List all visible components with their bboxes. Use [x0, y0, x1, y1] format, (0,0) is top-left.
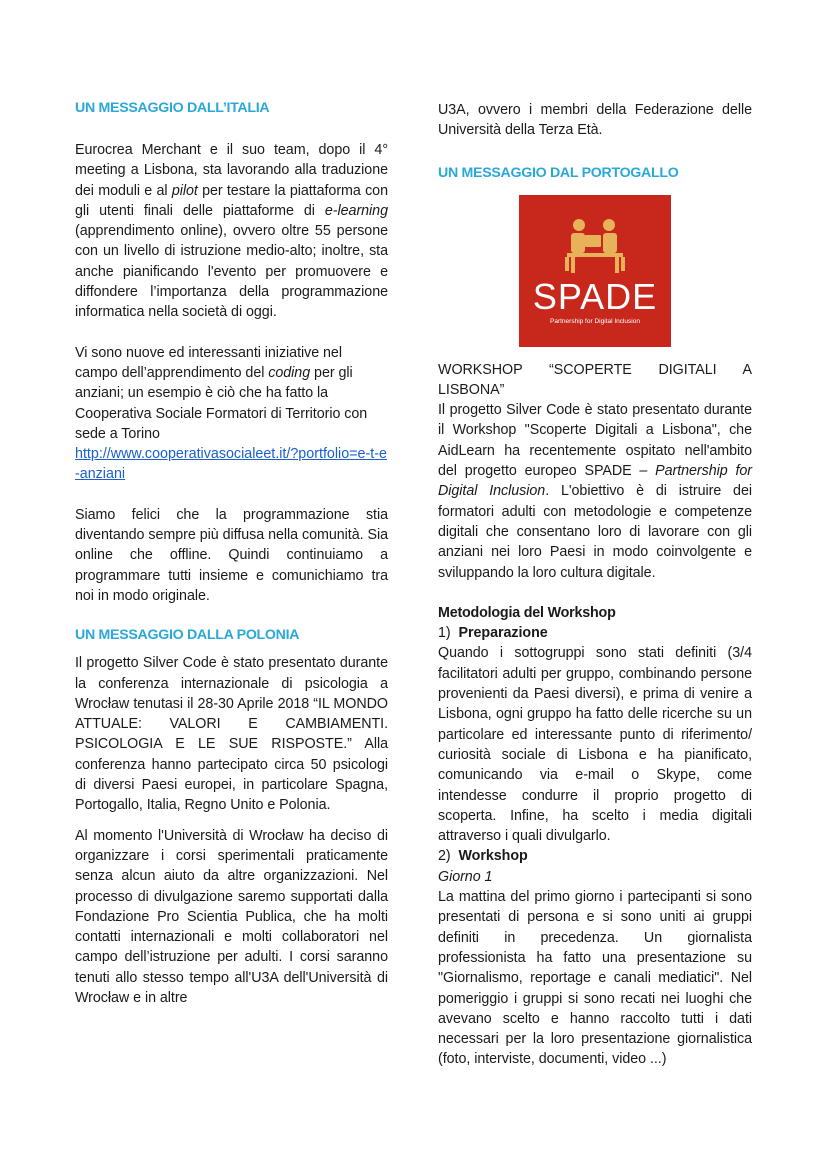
- metodologia-heading: Metodologia del Workshop: [438, 604, 616, 621]
- italia-paragraph-2: Vi sono nuove ed interessanti iniziative nel campo dell’apprendimento del coding per gli anziani; un esempio è ciò che ha fatto la Cooperativa Sociale Formatori di Territorio con sede a Torino: [75, 344, 368, 442]
- polonia-continuation: U3A, ovvero i membri della Federazione delle Università della Terza Età.: [438, 102, 752, 139]
- spade-logo-subtitle: Partnership for Digital Inclusion: [550, 317, 640, 325]
- heading-portogallo: UN MESSAGGIO DAL PORTOGALLO: [438, 164, 679, 181]
- step-1-heading: 1) Preparazione: [438, 625, 548, 642]
- workshop-paragraph: Il progetto Silver Code è stato presentato durante il Workshop "Scoperte Digitali a Lisbona", che AidLearn ha recentemente ospitato nell'ambito del progetto europeo SPADE – Partnership for Digital Inclusion. L'obiettivo è di istruire dei formatori adulti con metodologie e competenze digitali che consentano loro di lavorare con gli anziani nei loro Paesi in modo coinvolgente e sviluppando la loro cultura digitale.: [438, 402, 752, 581]
- giorno-label: Giorno 1: [438, 868, 493, 885]
- spade-logo-graphic: [519, 195, 671, 347]
- right-column: [438, 100, 752, 1070]
- portfolio-link[interactable]: http://www.cooperativasocialeet.it/?portfolio=e-t-e-anziani: [75, 446, 387, 483]
- spade-logo: [519, 195, 671, 347]
- italia-paragraph-1: Eurocrea Merchant e il suo team, dopo il 4° meeting a Lisbona, sta lavorando alla traduzione dei moduli e al pilot per testare la piattaforma con gli utenti finali delle piattaforme di e-learning (apprendimento online), ovvero oltre 55 persone con un livello di istruzione medio-alto; inoltre, sta anche pianificando l'evento per promuovere e diffondere l’importanza della programmazione informatica nella società di oggi.: [75, 142, 388, 321]
- people-desk-icon: [565, 219, 625, 273]
- polonia-paragraph-1: Il progetto Silver Code è stato presentato durante la conferenza internazionale di psicologia a Wrocław tenutasi il 28-30 Aprile 2018 “IL MONDO ATTUALE: VALORI E CAMBIAMENTI. PSICOLOGIA E LE SUE RISPOSTE.” Alla conferenza hanno partecipato circa 50 psicologi di diversi Paesi europei, in particolare Spagna, Portogallo, Italia, Regno Unito e Polonia.: [75, 655, 388, 814]
- left-column: [75, 98, 388, 1008]
- step-2-heading: 2) Workshop: [438, 848, 528, 865]
- heading-polonia: UN MESSAGGIO DALLA POLONIA: [75, 627, 300, 644]
- workshop-title: WORKSHOP “SCOPERTE DIGITALI A LISBONA”: [438, 361, 752, 398]
- step-1-paragraph: Quando i sottogruppi sono stati definiti (3/4 facilitatori adulti per gruppo, combinando persone provenienti da Paesi diversi), e prima di venire a Lisbona, ogni gruppo ha fatto delle ricerche su un particolare ed interessante punto di riferimento/ curiosità sociale di Lisbona e ha pianificato, comunicando via e-mail o Skype, come intendesse condurre il proprio progetto di scoperta. Infine, ha scelto i media digitali attraverso i quali divulgarlo.: [438, 645, 752, 845]
- spade-logo-text: SPADE: [532, 275, 658, 317]
- heading-italia: UN MESSAGGIO DALL’ITALIA: [75, 100, 270, 116]
- polonia-paragraph-2: Al momento l'Università di Wrocław ha deciso di organizzare i corsi sperimentali praticamente senza alcun aiuto da altre organizzazioni. Nel processo di divulgazione saremo supportati dalla Fondazione Pro Scientia Publica, che ha molti contatti internazionali e molti collaboratori nel campo dell’istruzione per adulti. I corsi saranno tenuti allo stesso tempo all'U3A dell'Università di Wrocław e in altre: [75, 827, 388, 1006]
- step-2-paragraph: La mattina del primo giorno i partecipanti si sono presentati di persona e si sono uniti ai gruppi definiti in precedenza. Un giornalista professionista ha fatto una presentazione su "Giornalismo, reportage e canali mediatici". Nel pomeriggio i gruppi si sono recati nei luoghi che avevano scelto e hanno raccolto tutti i dati necessari per la loro presentazione giornalistica (foto, interviste, documenti, video ...): [438, 889, 752, 1068]
- italia-paragraph-3: Siamo felici che la programmazione stia diventando sempre più diffusa nella comunità. Sia online che offline. Quindi continuiamo a programmare tutti insieme e comunichiamo tra noi in modo originale.: [75, 506, 388, 604]
